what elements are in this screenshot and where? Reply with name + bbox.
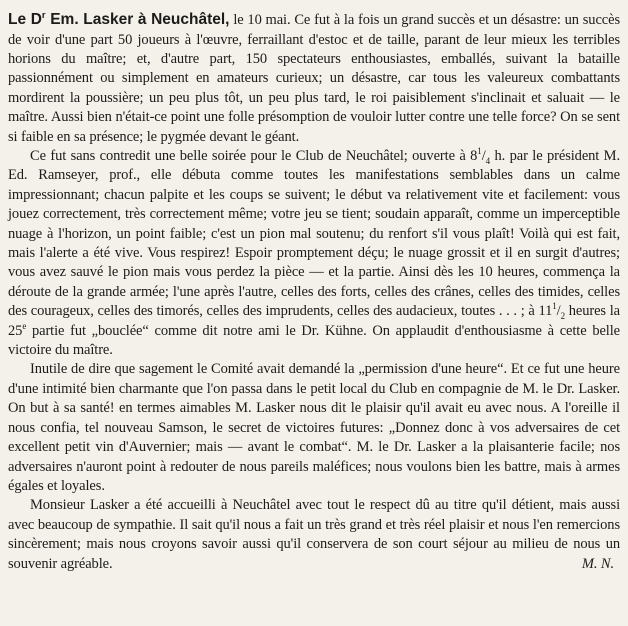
paragraph-4-text: Monsieur Lasker a été accueilli à Neuchâtel avec tout le respect dû au titre qu'il détient, mais aussi avec beaucoup de sympathie. Il sait qu'il nous a fait un très grand et très réel plaisir et nous l'en remercions sincèrement; mais nous croyons savoir aussi qu'il conservera de son court séjour au milieu de nous un souvenir agréable. xyxy=(8,497,620,572)
article-column xyxy=(8,6,620,574)
paragraph-1 xyxy=(8,6,620,147)
paragraph-2-text-b: h. par le président M. Ed. Ramseyer, prof., elle débuta comme toutes les manifestations semblables dans un calme impressionnant; chacun palpite et les coups se suivent; le début va relativement vite et facilement: vous jouez correctement, très correctement même; votre jeu se tient; soudain apparaît, comme un imperceptible nuage à l'horizon, un point faible; c'est un pion mal soutenu; du renfort s'il vous plaît! Voilà qui est fait, mais l'alerte a été vive. Vous respirez! Espoir promptement déçu; le nuage grossit et il en surgit d'autres; vous avez sauvé le pion mais vous perdez la pièce — et la partie. Ainsi dès les 10 heures, commença la déroute de la grande armée; l'une après l'autre, celles des forts, celles des crânes, celles des timides, celles des courageux, celles des timorés, celles des imprudents, celles des audacieux, toutes . . . ; à 11 xyxy=(8,148,620,320)
article-headline xyxy=(8,11,229,28)
time-fraction-denominator: 4 xyxy=(485,155,491,166)
paragraph-2-text-c: heures la 25 xyxy=(8,303,620,339)
paragraph-3 xyxy=(8,360,620,496)
author-signature: M. N. xyxy=(581,555,614,572)
paragraph-1-text: le 10 mai. Ce fut à la fois un grand succès et un désastre: un succès de voir d'une part 50 joueurs à l'œuvre, ferraillant d'estoc et de taille, parant de leur mieux les terribles horions du maître; et, d'autre part, 150 spectateurs enthousiastes, emballés, suivant la bataille passionnément ou simplement en amateurs curieux; un désastre, car tous les valeureux combattants mordirent la poussière; un peu plus tôt, un peu plus tard, le roi paisiblement s'inclinait et saluait — le maître. Aussi bien n'était-ce point une folle présomption de vouloir lutter contre une telle force? On se sent si faible en sa présence; le pygmée devant le géant. xyxy=(8,12,621,145)
paragraph-2 xyxy=(8,147,620,360)
paragraph-2-text-d: partie fut „bouclée“ comme dit notre ami le Dr. Kühne. On applaudit d'enthousiasme à cette belle victoire du maître. xyxy=(8,322,620,359)
paragraph-3-text: Inutile de dire que sagement le Comité avait demandé la „permission d'une heure“. Et ce fut une heure d'une intimité bien charmante que l'on passa dans le petit local du Club en compagnie de M. le Dr. Lasker. On but à sa santé! en termes aimables M. Lasker nous dit le plaisir qu'il avait eu avec nous. A l'oreille il nous confia, tel nouveau Samson, le secret de victoires futures: „Donnez donc à vos adversaires de cet excellent petit vin d'Auvernier; mais — avant le combat“. M. le Dr. Lasker a la plaisanterie facile; nos adversaires n'auront point à redouter de nous pareils maléfices; nous voulons bien les battre, mais à armes égales et loyales. xyxy=(8,361,620,494)
paragraph-2-text-a: Ce fut sans contredit une belle soirée pour le Club de Neuchâtel; ouverte à 8 xyxy=(30,148,478,164)
headline-superscript: r xyxy=(41,10,46,21)
paragraph-4 xyxy=(8,496,620,574)
hour-fraction-denominator: 2 xyxy=(560,311,565,322)
page xyxy=(8,6,620,618)
headline-text-a: Le D xyxy=(8,11,42,29)
hour-fraction-slash: / xyxy=(556,303,561,320)
hour-fraction-numerator: 1 xyxy=(552,301,557,312)
ordinal-superscript: e xyxy=(22,320,27,331)
headline-text-b: Em. Lasker à Neuchâtel, xyxy=(45,11,230,29)
time-fraction-numerator: 1 xyxy=(477,146,482,157)
time-fraction-slash: / xyxy=(481,148,486,164)
